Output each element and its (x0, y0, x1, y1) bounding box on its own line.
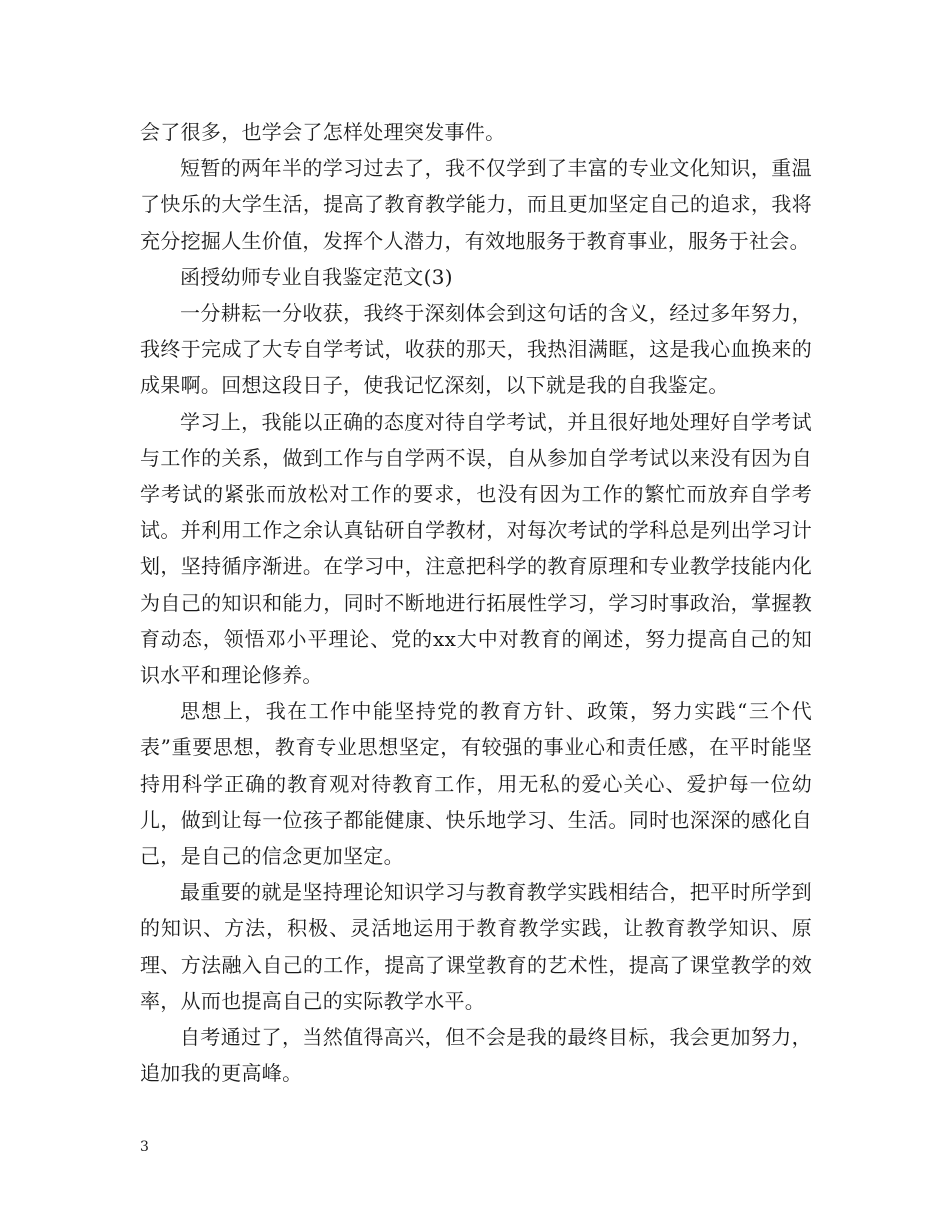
paragraph: 思想上，我在工作中能坚持党的教育方针、政策，努力实践“三个代表”重要思想，教育专业思想坚定，有较强的事业心和责任感，在平时能坚持用科学正确的教育观对待教育工作，用无私的爱心关心、爱护每一位幼儿，做到让每一位孩子都能健康、快乐地学习、生活。同时也深深的感化自己，是自己的信念更加坚定。 (140, 699, 812, 869)
paragraph: 学习上，我能以正确的态度对待自学考试，并且很好地处理好自学考试与工作的关系，做到工作与自学两不误，自从参加自学考试以来没有因为自学考试的紧张而放松对工作的要求，也没有因为工作的繁忙而放弃自学考试。并利用工作之余认真钻研自学教材，对每次考试的学科总是列出学习计划，坚持循序渐进。在学习中，注意把科学的教育原理和专业教学技能内化为自己的知识和能力，同时不断地进行拓展性学习，学习时事政治，掌握教育动态，领悟邓小平理论、党的xx大中对教育的阐述，努力提高自己的知识水平和理论修养。 (140, 409, 812, 688)
paragraph: 会了很多，也学会了怎样处理突发事件。 (140, 120, 506, 144)
paragraph: 自考通过了，当然值得高兴，但不会是我的最终目标，我会更加努力，追加我的更高峰。 (140, 1025, 812, 1086)
paragraph: 一分耕耘一分收获，我终于深刻体会到这句话的含义，经过多年努力，我终于完成了大专自学考试，收获的那天，我热泪满眶，这是我心血换来的成果啊。回想这段日子，使我记忆深刻，以下就是我的自我鉴定。 (140, 301, 812, 398)
page-number: 3 (140, 1139, 149, 1155)
paragraph: 最重要的就是坚持理论知识学习与教育教学实践相结合，把平时所学到的知识、方法，积极、灵活地运用于教育教学实践，让教育教学知识、原理、方法融入自己的工作，提高了课堂教育的艺术性，提高了课堂教学的效率，从而也提高自己的实际教学水平。 (140, 880, 812, 1013)
paragraph: 短暂的两年半的学习过去了，我不仅学到了丰富的专业文化知识，重温了快乐的大学生活，提高了教育教学能力，而且更加坚定自己的追求，我将充分挖掘人生价值，发挥个人潜力，有效地服务于教育事业，服务于社会。 (140, 156, 812, 253)
document-body (140, 114, 812, 1091)
section-heading: 函授幼师专业自我鉴定范文(3) (180, 264, 453, 289)
